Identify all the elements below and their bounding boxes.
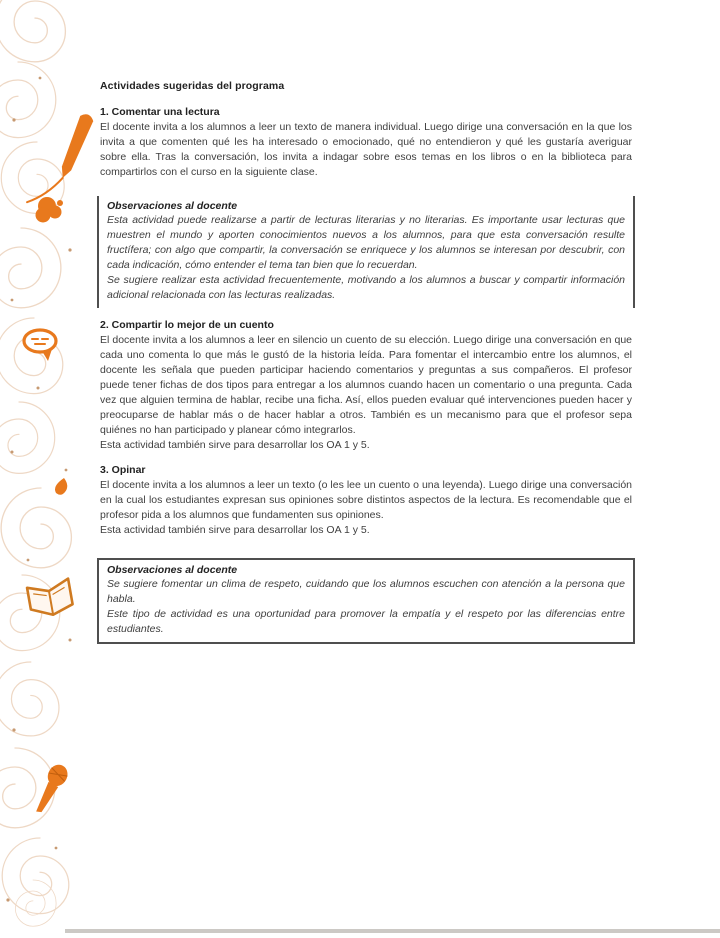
teacher-notes-1-paragraph: Se sugiere realizar esta actividad frecuentemente, motivando a los alumnos a buscar y compartir información adicional relacionada con las lecturas realizadas. <box>107 274 625 301</box>
activity-2-body: El docente invita a los alumnos a leer en silencio un cuento de su elección. Luego dirige una conversación en que cada uno comenta lo que más le gustó de la historia leída. Para fomentar el intercambio entre los alumnos, el docente les señala que pueden participar haciendo comentarios y preguntas a sus compañeros. El profesor puede tener fichas de dos tipos para entregar a los alumnos cuando hacen un comentario o una pregunta. Cada vez que alguien termina de hablar, recibe una ficha. Así, ellos pueden evaluar qué intervenciones pueden hacer y preocuparse de hablar más o de hacer hablar a otros. También es un mecanismo para que el profesor sepa quiénes no han participado y planear cómo integrarlos. <box>100 334 632 436</box>
teacher-notes-box-2 <box>97 558 635 644</box>
teacher-notes-2-heading: Observaciones al docente <box>107 564 238 576</box>
speech-bubble-icon <box>24 330 56 361</box>
activity-1-heading: 1. Comentar una lectura <box>100 106 220 118</box>
teacher-notes-1-heading: Observaciones al docente <box>107 200 238 212</box>
decorative-left-border <box>0 0 110 933</box>
activity-2-oa-note: Esta actividad también sirve para desarrollar los OA 1 y 5. <box>100 439 370 451</box>
activity-1-body: El docente invita a los alumnos a leer un texto de manera individual. Luego dirige una conversación en la que los invita a que comenten qué les ha interesado o emocionado, qué no entendieron y qué les gustaría averiguar sobre ella. Tras la conversación, los invita a indagar sobre esos temas en los libros o en la biblioteca para compartirlos con el curso en la siguiente clase. <box>100 121 632 178</box>
activity-3-heading: 3. Opinar <box>100 464 146 476</box>
teacher-notes-1-paragraph: Esta actividad puede realizarse a partir de lecturas literarias y no literarias. Es importante usar lecturas que muestren el mundo y aporten conocimientos nuevos a los alumnos, para que esta conversación resulte fructífera; con algo que compartir, la conversación se enriquece y los alumnos se interesan por descubrir, con cada indicación, cómo entender el tema tan bien que lo recuerdan. <box>107 214 625 271</box>
activity-section-3 <box>100 464 632 538</box>
open-book-icon <box>27 579 74 619</box>
page-bottom-edge <box>65 929 720 933</box>
activity-section-2 <box>100 319 632 453</box>
ink-blot-icon <box>36 197 64 223</box>
flame-icon <box>55 478 67 495</box>
pencil-icon <box>27 106 95 214</box>
teacher-notes-2-paragraph: Este tipo de actividad es una oportunidad para promover la empatía y el respeto por las diferencias entre estudiantes. <box>107 608 625 635</box>
page-title: Actividades sugeridas del programa <box>100 80 285 92</box>
activity-2-heading: 2. Compartir lo mejor de un cuento <box>100 319 274 331</box>
activity-section-1 <box>100 106 632 180</box>
swirl-pattern <box>0 0 71 926</box>
teacher-notes-2-paragraph: Se sugiere fomentar un clima de respeto, cuidando que los alumnos escuchen con atención a la persona que habla. <box>107 578 625 605</box>
activity-3-oa-note: Esta actividad también sirve para desarrollar los OA 1 y 5. <box>100 524 370 536</box>
teacher-notes-box-1 <box>97 196 635 308</box>
activity-3-body: El docente invita a los alumnos a leer un texto (o les lee un cuento o una leyenda). Luego dirige una conversación en la cual los estudiantes expresan sus opiniones sobre distintos aspectos de la lectura. Es recomendable que el profesor pida a los alumnos que fundamenten sus opiniones. <box>100 479 632 521</box>
ornament-svg <box>0 0 110 933</box>
